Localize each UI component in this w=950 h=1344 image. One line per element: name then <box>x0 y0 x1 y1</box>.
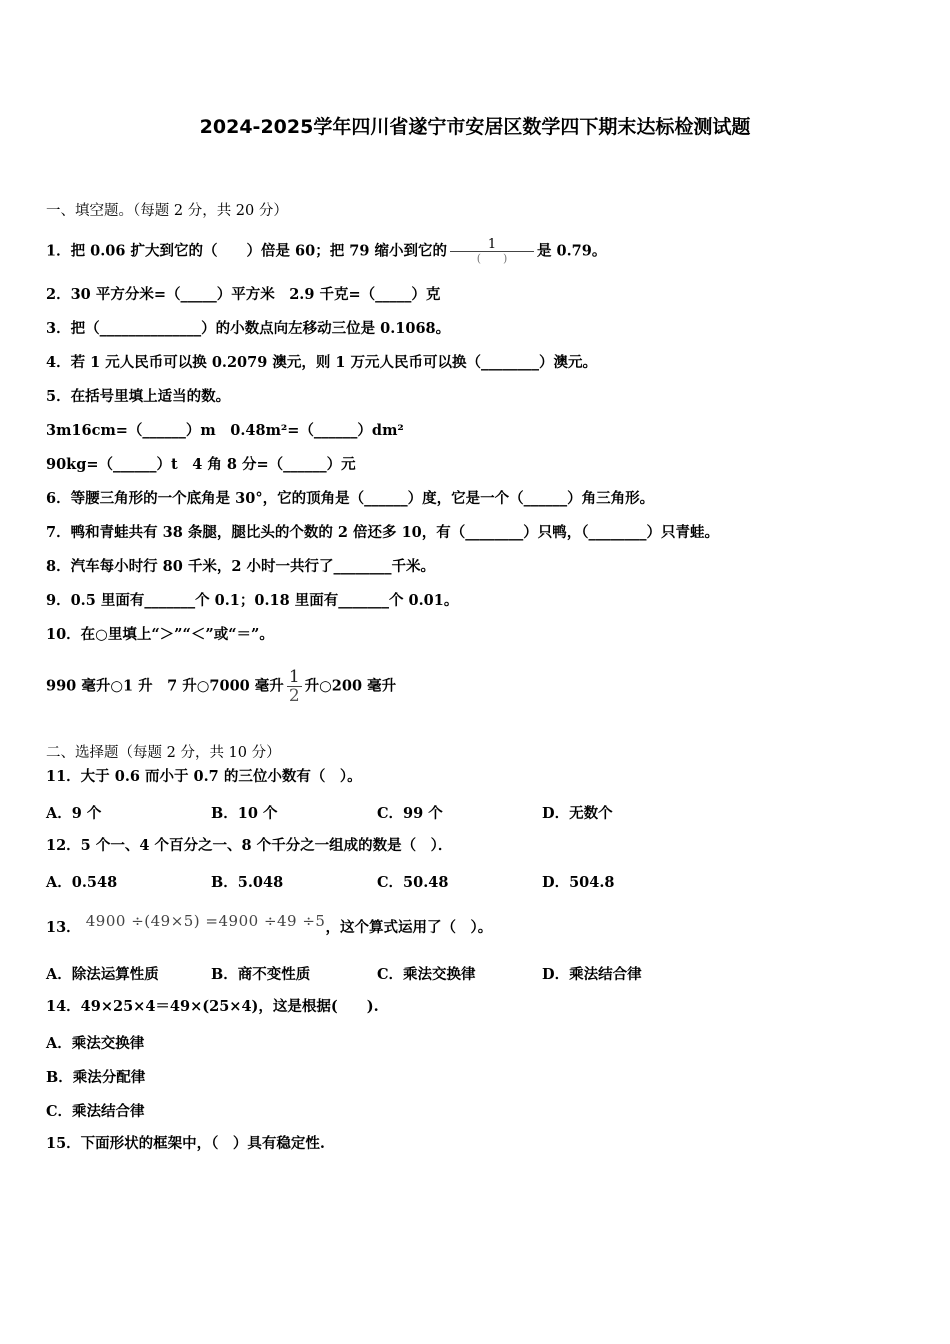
q13-option-c[interactable]: C．乘法交换律 <box>377 966 476 983</box>
q12-option-d[interactable]: D．504.8 <box>542 874 615 891</box>
q10-fraction-numerator: 1 <box>288 667 300 687</box>
question-14: 14．49×25×4＝49×(25×4)，这是根据( ). <box>46 998 379 1015</box>
q11-option-b[interactable]: B．10 个 <box>211 805 278 822</box>
q10-fraction <box>287 668 302 705</box>
q11-option-a[interactable]: A．9 个 <box>46 805 102 822</box>
q11-option-d[interactable]: D．无数个 <box>542 805 613 822</box>
q10-items-text-end: 升○200 毫升 <box>304 677 397 695</box>
q11-option-c[interactable]: C．99 个 <box>377 805 443 822</box>
section-fill-header: 一、填空题。（每题 2 分，共 20 分） <box>46 203 288 219</box>
question-4: 4．若 1 元人民币可以换 0.2079 澳元，则 1 万元人民币可以换（________）澳元。 <box>46 354 598 371</box>
question-5-line-1: 3m16cm=（______）m 0.48m²=（______）dm² <box>46 422 404 439</box>
question-3: 3．把（______________）的小数点向左移动三位是 0.1068。 <box>46 320 451 337</box>
q1-text: 1．把 0.06 扩大到它的（ ）倍是 60；把 79 缩小到它的 <box>46 242 447 260</box>
question-8: 8．汽车每小时行 80 千米，2 小时一共行了________千米。 <box>46 558 435 575</box>
q14-option-a[interactable]: A．乘法交换律 <box>46 1035 145 1052</box>
q1-fraction-denominator: ( ) <box>476 252 508 265</box>
q12-option-a[interactable]: A．0.548 <box>46 874 118 891</box>
q1-fraction-numerator: 1 <box>450 238 534 252</box>
page-title: 2024-2025学年四川省遂宁市安居区数学四下期末达标检测试题 <box>199 116 751 138</box>
question-10: 10．在○里填上“＞”“＜”或“＝”。 <box>46 626 274 643</box>
question-9: 9．0.5 里面有_______个 0.1；0.18 里面有_______个 0.01。 <box>46 592 459 609</box>
q10-items-text: 990 毫升○1 升 7 升○7000 毫升 <box>46 677 284 695</box>
question-10-items <box>46 668 396 705</box>
question-11: 11．大于 0.6 而小于 0.7 的三位小数有（ ）。 <box>46 768 362 785</box>
question-1 <box>46 238 606 265</box>
question-7: 7．鸭和青蛙共有 38 条腿，腿比头的个数的 2 倍还多 10，有（________）只鸭，（________）只青蛙。 <box>46 524 720 541</box>
q13-option-a[interactable]: A．除法运算性质 <box>46 966 159 983</box>
q13-formula: 4900 ÷(49×5) =4900 ÷49 ÷5 <box>85 912 326 930</box>
question-15: 15．下面形状的框架中，（ ）具有稳定性. <box>46 1135 325 1152</box>
q13-option-d[interactable]: D．乘法结合律 <box>542 966 642 983</box>
q14-option-b[interactable]: B．乘法分配律 <box>46 1069 146 1086</box>
q12-option-b[interactable]: B．5.048 <box>211 874 284 891</box>
question-12: 12．5 个一、4 个百分之一、8 个千分之一组成的数是（ ）． <box>46 837 453 854</box>
question-6: 6．等腰三角形的一个底角是 30°，它的顶角是（______）度，它是一个（______）角三角形。 <box>46 490 655 507</box>
q13-number: 13． <box>46 919 81 936</box>
question-5-line-2: 90kg=（______）t 4 角 8 分=（______）元 <box>46 456 356 473</box>
q13-text: ，这个算式运用了（ ）。 <box>325 919 493 936</box>
section-choice-header: 二、选择题（每题 2 分，共 10 分） <box>46 745 281 761</box>
q1-text-end: 是 0.79。 <box>537 242 607 260</box>
q12-option-c[interactable]: C．50.48 <box>377 874 449 891</box>
question-13 <box>46 912 493 938</box>
question-5: 5．在括号里填上适当的数。 <box>46 388 231 405</box>
question-2: 2．30 平方分米=（_____）平方米 2.9 千克=（_____）克 <box>46 286 441 303</box>
q13-option-b[interactable]: B．商不变性质 <box>211 966 311 983</box>
q14-option-c[interactable]: C．乘法结合律 <box>46 1103 145 1120</box>
q10-fraction-denominator: 2 <box>288 686 300 706</box>
q1-fraction <box>450 238 534 265</box>
